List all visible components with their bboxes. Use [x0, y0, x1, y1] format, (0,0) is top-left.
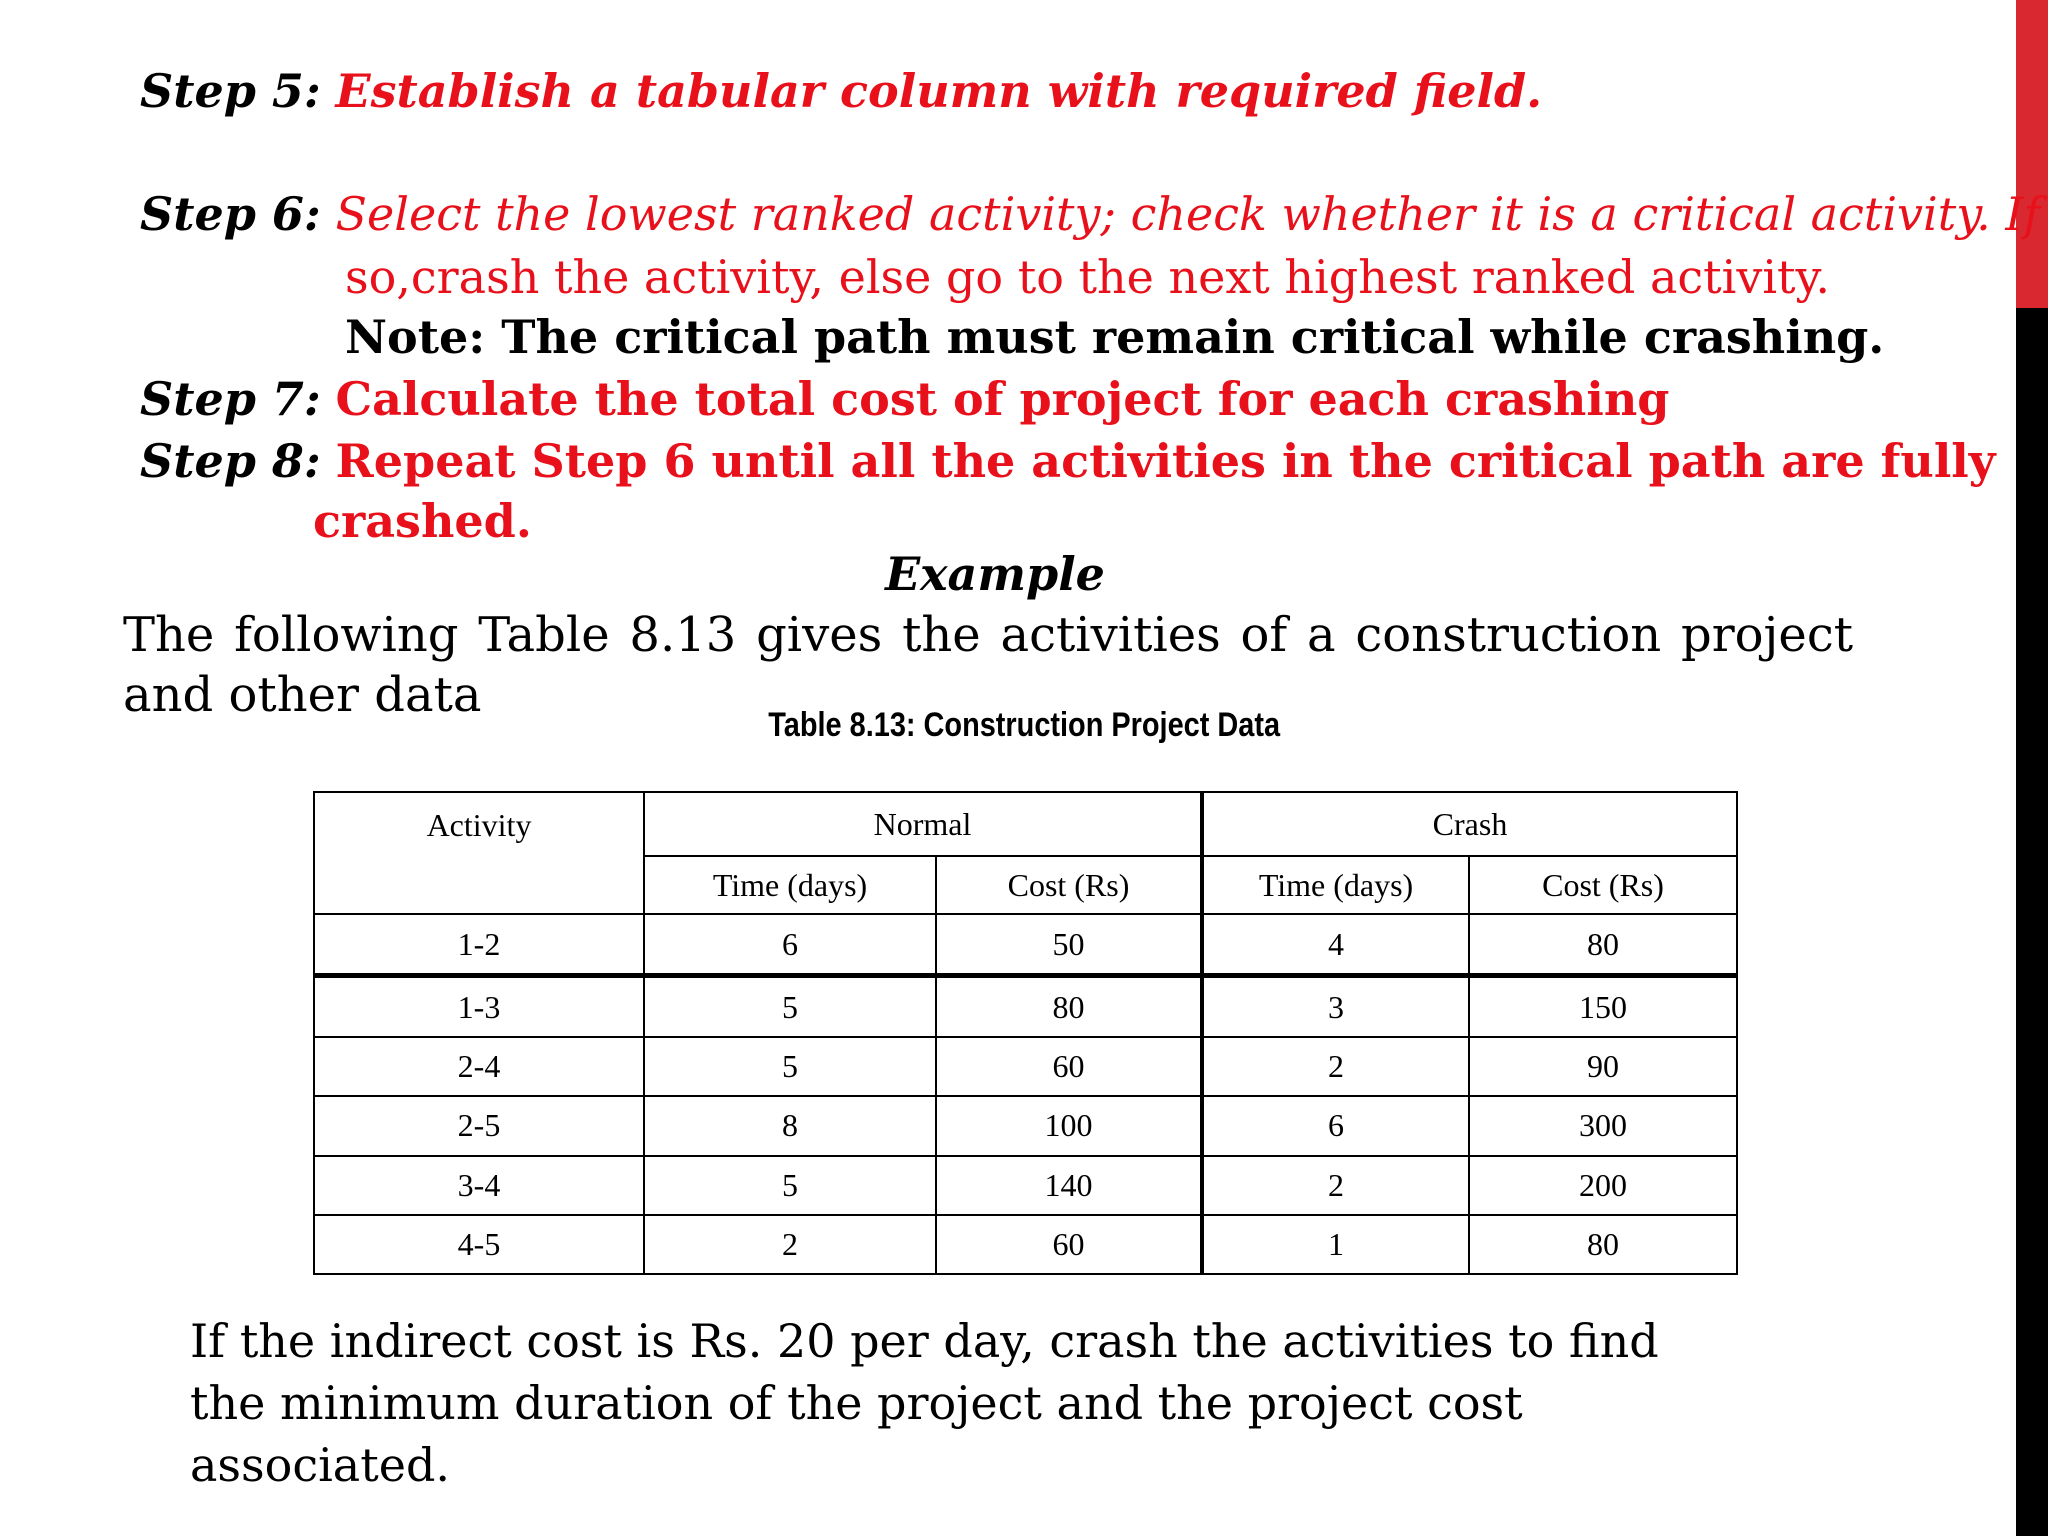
table-row [314, 1037, 1737, 1096]
table-row [314, 976, 1737, 1038]
cell-crash-cost: 300 [1469, 1096, 1737, 1155]
step-6 [140, 185, 2041, 243]
table-row [314, 1215, 1737, 1274]
cell-activity: 1-2 [314, 914, 644, 976]
table-row [314, 1156, 1737, 1215]
cell-normal-cost: 140 [936, 1156, 1202, 1215]
header-normal-cost: Cost (Rs) [936, 856, 1202, 914]
side-accent-bar-red [2016, 0, 2048, 308]
header-crash-cost: Cost (Rs) [1469, 856, 1737, 914]
header-crash: Crash [1202, 792, 1737, 856]
header-normal: Normal [644, 792, 1202, 856]
header-normal-time: Time (days) [644, 856, 936, 914]
step-8-text-line2: crashed. [313, 494, 532, 548]
step-6-note: Note: The critical path must remain critical while crashing. [345, 310, 1885, 364]
header-activity: Activity [314, 792, 644, 914]
cell-normal-time: 5 [644, 1156, 936, 1215]
cell-normal-cost: 60 [936, 1037, 1202, 1096]
cell-activity: 2-5 [314, 1096, 644, 1155]
step-6-text-line1: Select the lowest ranked activity; check whether it is a critical activity. If [335, 187, 2041, 241]
cell-activity: 4-5 [314, 1215, 644, 1274]
cell-normal-time: 5 [644, 1037, 936, 1096]
cell-normal-time: 8 [644, 1096, 936, 1155]
cell-activity: 2-4 [314, 1037, 644, 1096]
table-row [314, 914, 1737, 976]
step-6-label: Step 6: [140, 187, 321, 241]
cell-normal-cost: 60 [936, 1215, 1202, 1274]
step-7 [140, 370, 1669, 428]
step-8 [140, 432, 1996, 490]
cell-normal-time: 5 [644, 976, 936, 1038]
side-accent-bar-dark [2016, 308, 2048, 1536]
cell-normal-time: 2 [644, 1215, 936, 1274]
construction-project-table [313, 791, 1738, 1275]
example-intro: The following Table 8.13 gives the activities of a construction project and other data [123, 607, 1853, 723]
cell-crash-time: 2 [1202, 1037, 1469, 1096]
step-8-text-line1: Repeat Step 6 until all the activities in the critical path are fully [335, 434, 1996, 488]
cell-crash-cost: 200 [1469, 1156, 1737, 1215]
cell-crash-time: 6 [1202, 1096, 1469, 1155]
question-text: If the indirect cost is Rs. 20 per day, crash the activities to find the minimum duration of the project and the project cost associated. [190, 1314, 1659, 1492]
step-8-label: Step 8: [140, 434, 321, 488]
cell-normal-time: 6 [644, 914, 936, 976]
step-6-text-line2: so,crash the activity, else go to the next highest ranked activity. [345, 250, 1831, 304]
table-row [314, 1096, 1737, 1155]
step-5-label: Step 5: [140, 64, 321, 118]
cell-normal-cost: 100 [936, 1096, 1202, 1155]
example-heading: Example [885, 547, 1105, 601]
cell-crash-time: 3 [1202, 976, 1469, 1038]
cell-crash-time: 2 [1202, 1156, 1469, 1215]
cell-crash-cost: 90 [1469, 1037, 1737, 1096]
step-5 [140, 62, 1542, 120]
cell-activity: 1-3 [314, 976, 644, 1038]
cell-crash-time: 1 [1202, 1215, 1469, 1274]
cell-normal-cost: 50 [936, 914, 1202, 976]
header-crash-time: Time (days) [1202, 856, 1469, 914]
step-7-text: Calculate the total cost of project for each crashing [335, 372, 1670, 426]
cell-normal-cost: 80 [936, 976, 1202, 1038]
cell-crash-cost: 80 [1469, 914, 1737, 976]
cell-crash-time: 4 [1202, 914, 1469, 976]
table-caption: Table 8.13: Construction Project Data [768, 706, 1281, 744]
cell-activity: 3-4 [314, 1156, 644, 1215]
step-5-text: Establish a tabular column with required field. [335, 64, 1543, 118]
step-7-label: Step 7: [140, 372, 321, 426]
cell-crash-cost: 150 [1469, 976, 1737, 1038]
cell-crash-cost: 80 [1469, 1215, 1737, 1274]
